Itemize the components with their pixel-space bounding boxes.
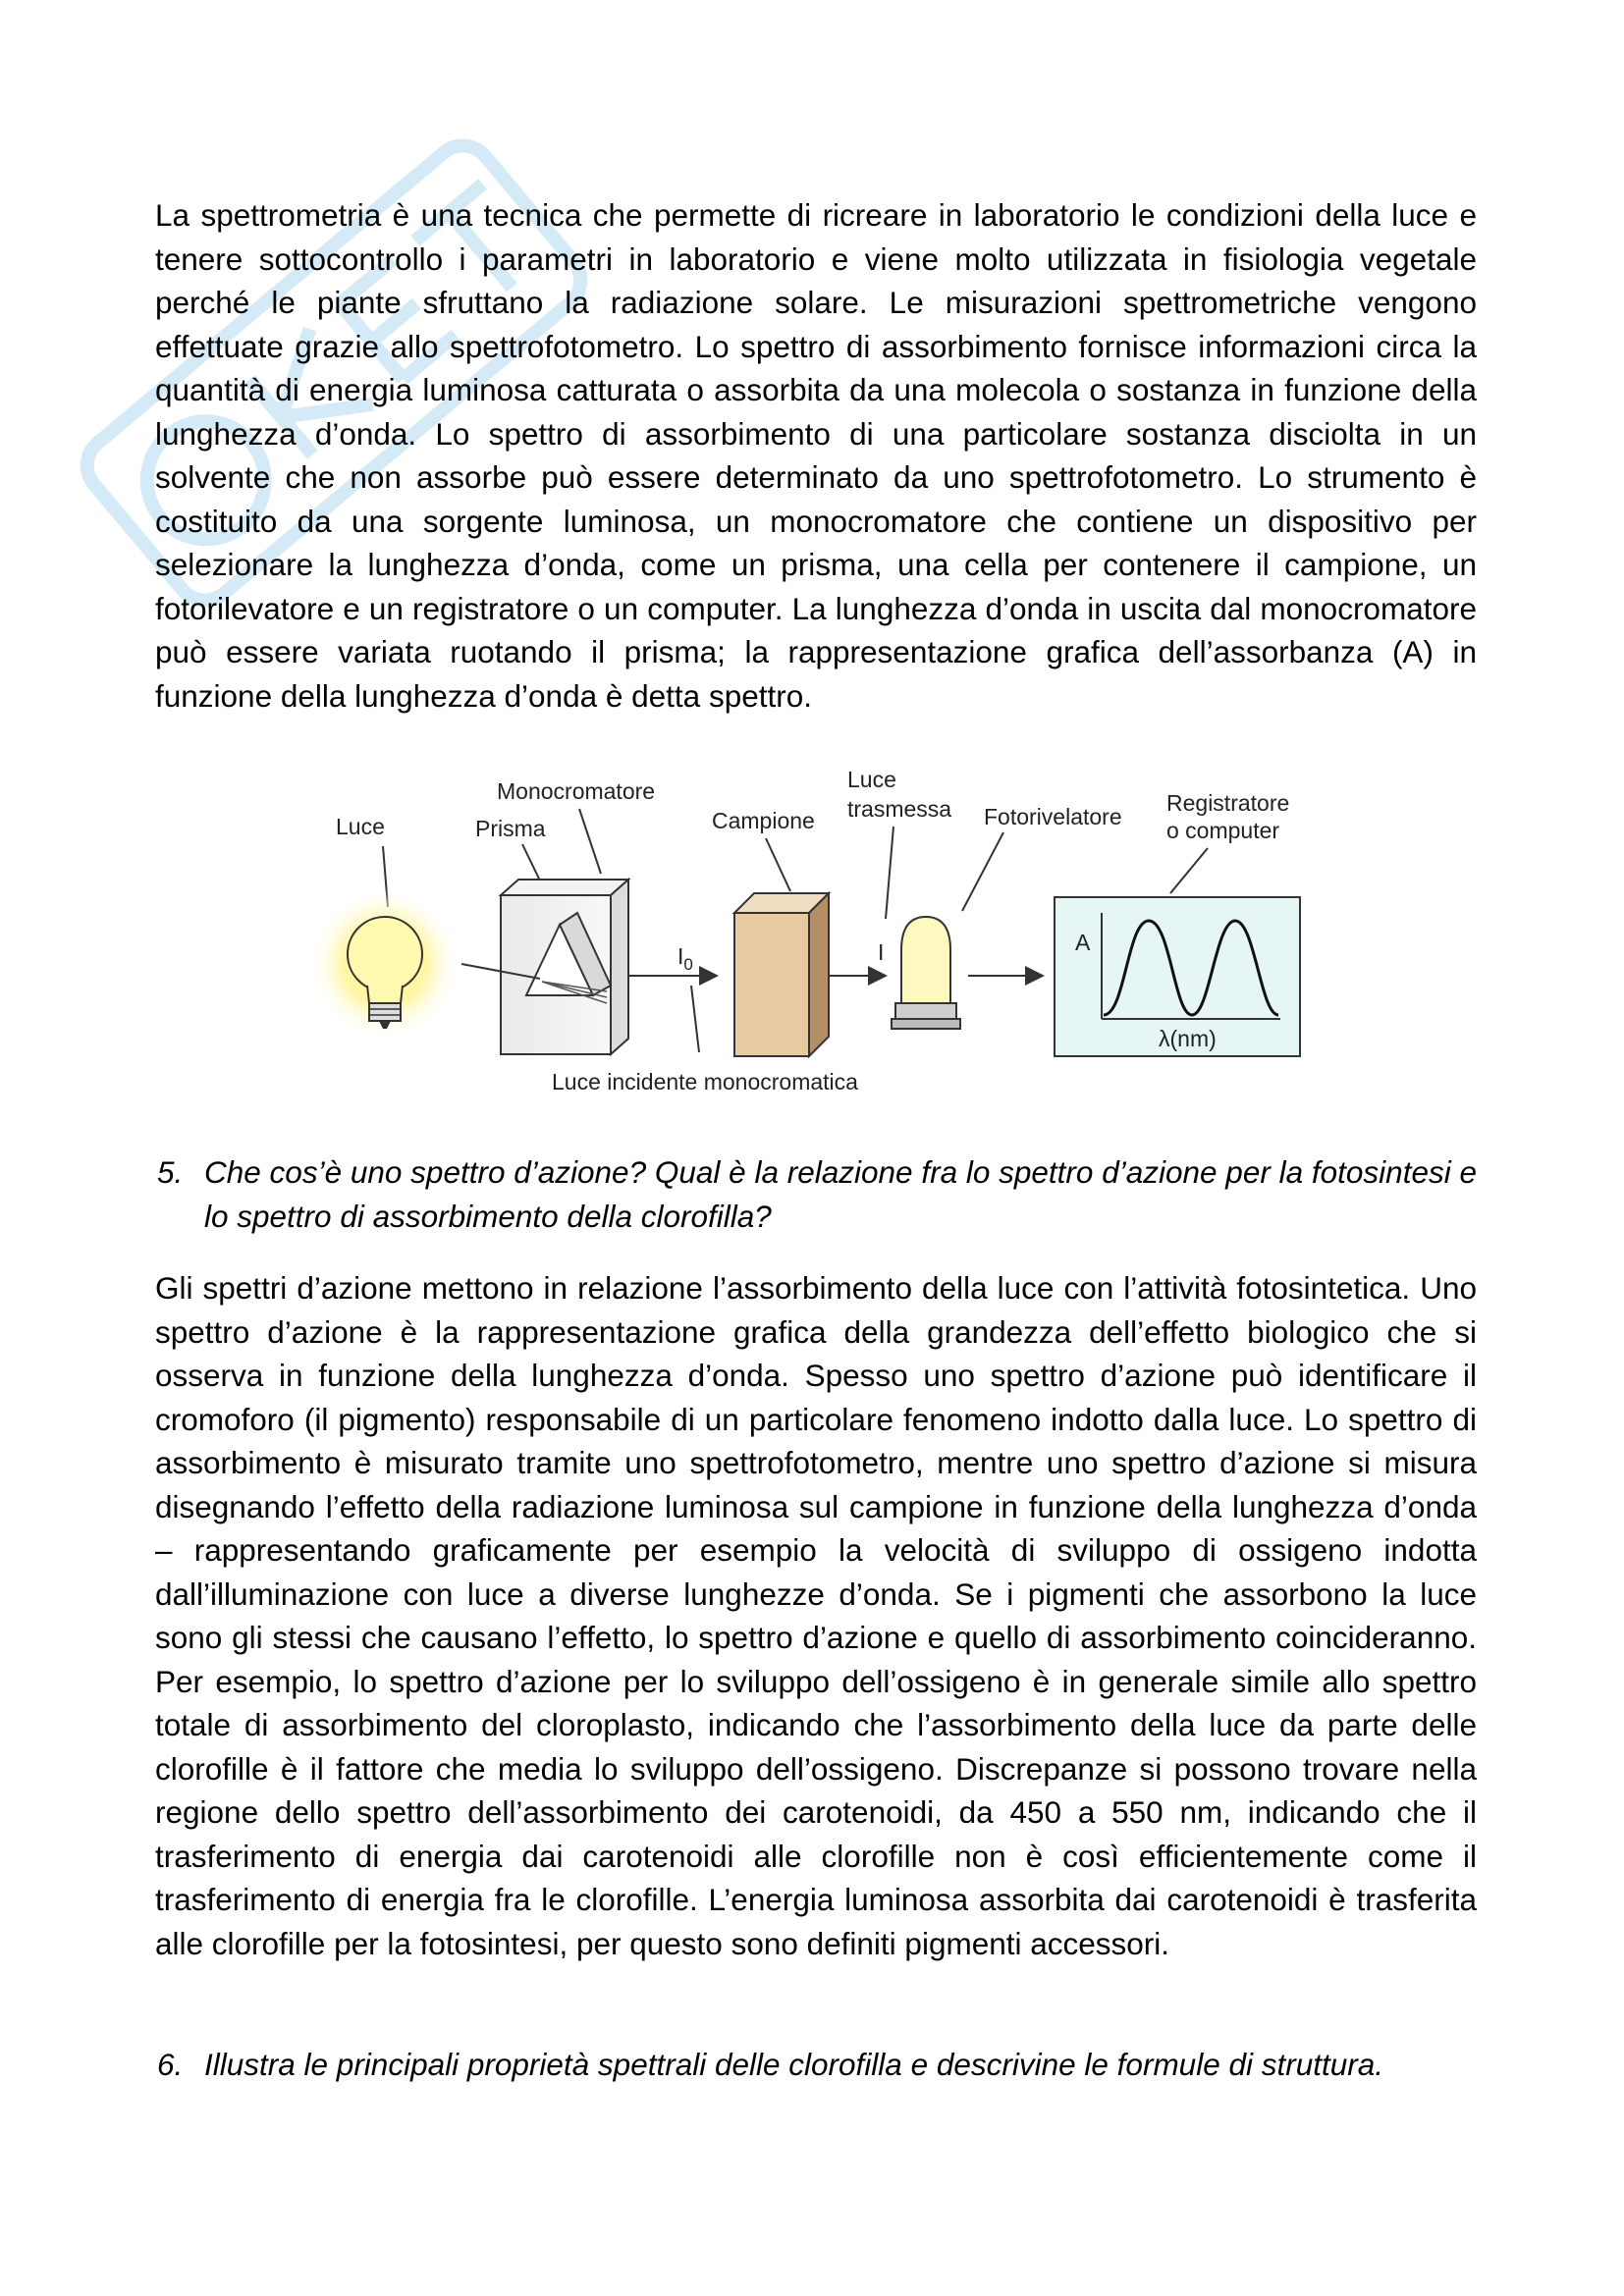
label-fotorivelatore: Fotorivelatore [984,804,1122,829]
label-luce: Luce [336,814,385,839]
light-bulb-icon [308,887,461,1041]
spectrophotometer-diagram [295,758,1316,1096]
label-campione: Campione [712,808,815,833]
label-luce-trasmessa-1: Luce [847,767,896,792]
question-5-number: 5. [157,1154,184,1190]
label-i: I [878,939,885,965]
sample-cuvette [734,893,829,1056]
label-registratore-2: o computer [1166,818,1280,843]
intro-paragraph: La spettrometria è una tecnica che permette di ricreare in laboratorio le condizioni della luce e tenere sottocontrollo i parametri in laboratorio e viene molto utilizzata in fisiologia vegetale perché le piante sfruttano la radiazione solare. Le misurazioni spettrometriche vengono effettuate grazie allo spettrofotometro. Lo spettro di assorbimento fornisce informazioni circa la quantità di energia luminosa catturata o assorbita da una molecola o sostanza in funzione della lunghezza d’onda. Lo spettro di assorbimento di una particolare sostanza disciolta in un solvente che non assorbe può essere determinato da uno spettrofotometro. Lo strumento è costituito da una sorgente luminosa, un monocromatore che contiene un dispositivo per selezionare la lunghezza d’onda, come un prisma, una cella per contenere il campione, un fotorilevatore e un registratore o un computer. La lunghezza d’onda in uscita dal monocromatore può essere variata ruotando il prisma; la rappresentazione grafica dell’assorbanza (A) in funzione della lunghezza d’onda è detta spettro. [155,197,1477,714]
label-luce-incidente: Luce incidente monocromatica [552,1069,858,1095]
question-5 [157,1150,1477,1238]
question-6 [157,2043,1477,2087]
question-5-text: Che cos’è uno spettro d’azione? Qual è la relazione fra lo spettro d’azione per la fotosintesi e lo spettro di assorbimento della clorofilla? [204,1154,1477,1234]
question-6-text: Illustra le principali proprietà spettrali delle clorofilla e descrivine le formule di struttura. [204,2047,1384,2082]
answer-5-paragraph: Gli spettri d’azione mettono in relazione l’assorbimento della luce con l’attività fotosintetica. Uno spettro d’azione è la rappresentazione grafica della grandezza dell’effetto biologico che si osserva in funzione della lunghezza d’onda. Spesso uno spettro d’azione può identificare il cromoforo (il pigmento) responsabile di un particolare fenomeno indotto dalla luce. Lo spettro di assorbimento è misurato tramite uno spettrofotometro, mentre uno spettro d’azione si misura disegnando l’effetto della radiazione luminosa sul campione in funzione della lunghezza d’onda – rappresentando graficamente per esempio la velocità di sviluppo di ossigeno indotta dall’illuminazione con luce a diverse lunghezze d’onda. Se i pigmenti che assorbono la luce sono gli stessi che causano l’effetto, lo spettro d’azione e quello di assorbimento coincideranno. Per esempio, lo spettro d’azione per lo sviluppo dell’ossigeno è in generale simile allo spettro totale di assorbimento del cloroplasto, indicando che l’assorbimento della luce da parte delle clorofille è il fattore che media lo sviluppo dell’ossigeno. Discrepanze si possono trovare nella regione dello spettro dell’assorbimento dei carotenoidi, da 450 a 550 nm, indicando che il trasferimento di energia dai carotenoidi alle clorofille non è così efficientemente come il trasferimento di energia fra le clorofille. L’energia luminosa assorbita dai carotenoidi è trasferita alle clorofille per la fotosintesi, per questo sono definiti pigmenti accessori. [155,1270,1477,1961]
label-monocromatore: Monocromatore [497,778,656,804]
label-registratore-1: Registratore [1166,790,1290,816]
axis-lambda-label: λ(nm) [1159,1026,1217,1051]
question-6-number: 6. [157,2047,184,2082]
label-i0: $I_0$ [677,943,693,974]
label-prisma: Prisma [475,816,546,841]
axis-a-label: A [1075,930,1091,955]
label-luce-trasmessa-2: trasmessa [847,796,952,822]
photodetector-icon [892,917,960,1029]
